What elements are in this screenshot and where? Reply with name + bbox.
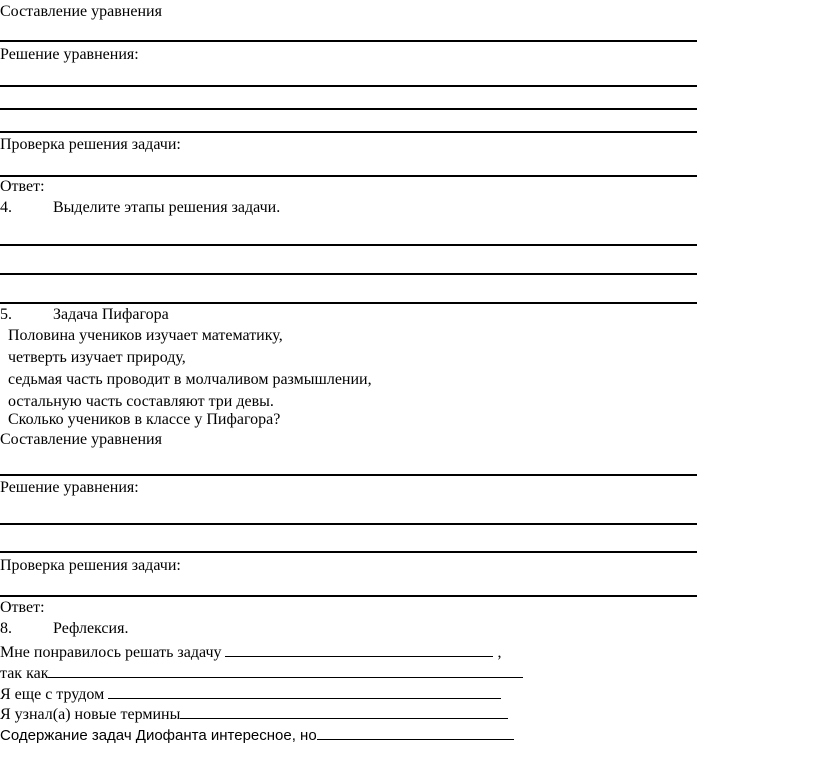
answer-line[interactable]: [0, 85, 697, 87]
answer-line[interactable]: [0, 244, 697, 246]
check-label: Проверка решения задачи:: [0, 136, 181, 153]
reflection-prefix: Мне понравилось решать задачу: [0, 644, 222, 661]
reflection-line: [0, 684, 501, 704]
fill-in-blank[interactable]: [225, 642, 493, 657]
poem-line: четверть изучает природу,: [8, 349, 186, 366]
reflection-line: [0, 663, 523, 683]
task-title: Задача Пифагора: [53, 306, 169, 323]
reflection-prefix: так как: [0, 665, 49, 682]
answer-line[interactable]: [0, 302, 697, 304]
task-4-heading: [0, 199, 280, 217]
reflection-line: [0, 642, 501, 662]
answer-line[interactable]: [0, 108, 697, 110]
answer-line[interactable]: [0, 40, 697, 42]
answer-line[interactable]: [0, 175, 697, 177]
task-5-heading: [0, 306, 169, 324]
reflection-line: [0, 725, 514, 745]
reflection-suffix: ,: [497, 644, 502, 661]
reflection-prefix: Я еще с трудом: [0, 686, 105, 703]
reflection-prefix: Содержание задач Диофанта интересное, но: [0, 727, 317, 744]
task-text: Выделите этапы решения задачи.: [53, 199, 281, 216]
answer-line[interactable]: [0, 595, 697, 597]
poem-line: Сколько учеников в классе у Пифагора?: [8, 411, 281, 428]
reflection-prefix: Я узнал(а) новые термины: [0, 706, 181, 723]
solution-label: Решение уравнения:: [0, 46, 139, 63]
poem-line: остальную часть составляют три девы.: [8, 393, 274, 410]
poem-line: Половина учеников изучает математику,: [8, 327, 283, 344]
answer-label: Ответ:: [0, 599, 45, 616]
check-label: Проверка решения задачи:: [0, 557, 181, 574]
answer-line[interactable]: [0, 131, 697, 133]
answer-label: Ответ:: [0, 178, 45, 195]
answer-line[interactable]: [0, 474, 697, 476]
task-8-heading: [0, 620, 128, 638]
answer-line[interactable]: [0, 551, 697, 553]
fill-in-blank[interactable]: [317, 725, 514, 740]
fill-in-blank[interactable]: [108, 684, 501, 699]
task-number: 8.: [0, 620, 12, 637]
answer-line[interactable]: [0, 523, 697, 525]
fill-in-blank[interactable]: [180, 704, 508, 719]
reflection-line: [0, 704, 508, 724]
composition-label: Составление уравнения: [0, 431, 162, 448]
fill-in-blank[interactable]: [48, 663, 523, 678]
poem-line: седьмая часть проводит в молчаливом размышлении,: [8, 371, 372, 388]
answer-line[interactable]: [0, 273, 697, 275]
task-number: 5.: [0, 306, 12, 323]
composition-label: Составление уравнения: [0, 3, 162, 20]
task-number: 4.: [0, 199, 12, 216]
solution-label: Решение уравнения:: [0, 479, 139, 496]
task-title: Рефлексия.: [53, 620, 129, 637]
